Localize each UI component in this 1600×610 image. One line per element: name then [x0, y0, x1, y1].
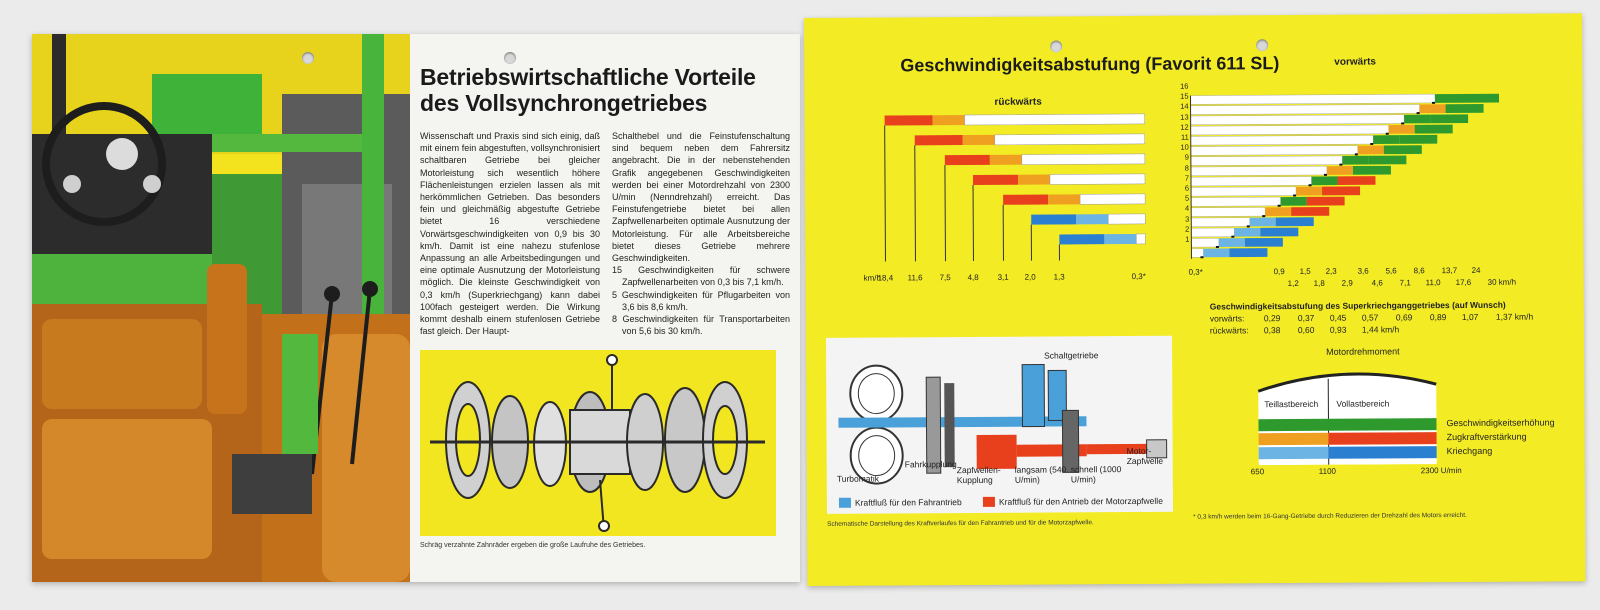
forward-gear-bar-segment	[1311, 176, 1337, 185]
forward-gear-bar-segment	[1384, 145, 1422, 154]
legend-drive-swatch	[839, 498, 851, 508]
footnote: * 0,3 km/h werden beim 16-Gang-Getriebe durch Reduzieren der Drehzahl des Motors erreicht.	[1193, 511, 1467, 521]
gear-number-label: 5	[1184, 193, 1190, 203]
reverse-tick: 1,3	[1053, 272, 1065, 282]
forward-tick: 13,7	[1441, 266, 1458, 276]
sc-forward-value: 0,89	[1429, 312, 1447, 323]
sc-reverse-value: 0,93	[1329, 324, 1347, 335]
label-langsam: langsam (540 U/min)	[1014, 464, 1067, 485]
legend-pto-label: Kraftfluß für den Antrieb der Motorzapfwelle	[998, 495, 1163, 507]
list-item: 15 Geschwindigkeiten für schwere Zapfwellenarbeiten von 0,3 bis 7,1 km/h.	[612, 265, 790, 288]
forward-gear-bar-segment	[1191, 197, 1281, 206]
reverse-tick: 11,6	[907, 273, 923, 283]
forward-gear-bar-segment	[1307, 197, 1345, 206]
forward-tick: 1,8	[1313, 278, 1325, 288]
forward-gear-bar-segment	[1399, 135, 1437, 144]
sc-forward-value: 0,45	[1329, 312, 1347, 323]
forward-gear-bar-segment	[1337, 176, 1375, 185]
gear-number-label: 10	[1180, 142, 1189, 152]
forward-gear-bar-segment	[1281, 197, 1307, 206]
torque-legend-item: Zugkraftverstärkung	[1446, 431, 1527, 443]
forward-tick: 30 km/h	[1487, 277, 1517, 287]
forward-tick: 3,6	[1357, 266, 1369, 276]
gear-number-label: 16	[1180, 81, 1189, 91]
forward-gear-bar-segment	[1191, 218, 1250, 227]
sc-forward-value: 0,29	[1263, 313, 1281, 324]
text-column-1: Wissenschaft und Praxis sind sich einig, daß mit einem fein abgestuften, vollsynchronisiert schaltbaren Getriebe bei gleicher Motorleistung sich wesentlich höhere Flächenleistungen erzielen lassen als mit herkömmlichen Getrieben. Das besonders fein und gleichmäßig abgestufte Getriebe bietet 16 verschiedene Vorwärtsgeschwindigkeiten von 0,9 bis 30 km/h. Damit ist eine nahezu stufenlose Anpassung an alle Arbeitsbedingungen und eine optimale Ausnutzung der Motorleistung möglich. Die kleinste Geschwindigkeit von 0,3 km/h (Superkriechgang) kann dabei 100fach gesteigert werden. Die Wirkung kommt deshalb einem stufenlosen Getriebe fast gleich. Der Haupt-	[420, 131, 600, 337]
forward-gear-bar-segment	[1191, 104, 1420, 114]
forward-gear-bar-segment	[1265, 207, 1291, 216]
punch-hole	[1256, 39, 1268, 51]
gear-number-label: 4	[1184, 204, 1190, 214]
gear-caption: Schräg verzahnte Zahnräder ergeben die große Laufruhe des Getriebes.	[420, 542, 646, 549]
forward-gear-bar-segment	[1435, 94, 1461, 103]
reverse-label: rückwärts	[994, 96, 1042, 108]
forward-gear-bar-segment	[1389, 125, 1415, 134]
chart-title: Geschwindigkeitsabstufung (Favorit 611 SL)	[900, 53, 1280, 76]
forward-gear-bar-segment	[1342, 156, 1368, 165]
title-line-2: des Vollsynchrongetriebes	[420, 90, 708, 116]
sc-forward-value: 1,37 km/h	[1495, 311, 1534, 322]
forward-gear-bar-segment	[1191, 187, 1296, 196]
torque-partload-label: Teillastbereich	[1264, 398, 1319, 410]
forward-gear-bar-segment	[1368, 156, 1406, 165]
reverse-gear-bar	[1059, 234, 1145, 261]
label-turbomatik: Turbomatik	[836, 473, 880, 484]
forward-gear-bar-segment	[1461, 94, 1499, 103]
sc-forward-value: 1,07	[1461, 311, 1479, 322]
label-fahrkupplung: Fahrkupplung	[904, 459, 957, 470]
forward-gear-bar-segment	[1250, 218, 1276, 227]
gear-number-label: 11	[1180, 132, 1189, 142]
page-title	[420, 64, 790, 116]
torque-legend-item: Kriechgang	[1446, 445, 1493, 457]
forward-gear-bar-segment	[1229, 248, 1267, 257]
gear-number-label: 3	[1185, 214, 1190, 224]
forward-tick: 5,6	[1385, 266, 1397, 276]
forward-gear-bar-segment	[1191, 135, 1374, 145]
label-schaltgetriebe: Schaltgetriebe	[1044, 350, 1099, 361]
gear-number-label: 1	[1185, 234, 1190, 244]
text-column-2	[612, 130, 790, 337]
forward-tick: 8,6	[1413, 266, 1425, 276]
forward-tick: 24	[1471, 265, 1481, 275]
forward-tick: 1,2	[1287, 278, 1299, 289]
forward-gear-bar-segment	[1420, 104, 1446, 113]
forward-gear-bar-segment	[1191, 166, 1327, 176]
forward-tick: 1,5	[1299, 266, 1311, 276]
schematic-caption: Schematische Darstellung des Kraftverlaufes für den Fahrantrieb und für die Motorzapfwelle.	[827, 519, 1094, 528]
reverse-tick: 4,8	[967, 272, 979, 283]
sc-forward-label: vorwärts:	[1209, 313, 1245, 324]
sc-reverse-value: 1,44 km/h	[1361, 324, 1400, 335]
forward-gear-bar-segment	[1234, 228, 1260, 237]
torque-title: Motordrehmoment	[1326, 346, 1400, 357]
torque-axis-tick: 650	[1250, 467, 1265, 477]
tractor-cab-photo	[32, 34, 410, 582]
forward-gear-bar-segment	[1353, 166, 1391, 175]
forward-gear-bar-segment	[1291, 207, 1329, 216]
list-item: 5 Geschwindigkeiten für Pflugarbeiten von 3,6 bis 8,6 km/h.	[612, 289, 790, 312]
punch-hole	[504, 52, 516, 64]
forward-tick: 0,3*	[1188, 267, 1203, 277]
kmh-unit-label: km/h	[863, 273, 881, 283]
forward-gear-bar-segment	[1415, 125, 1453, 134]
gear-number-label: 6	[1184, 183, 1190, 193]
sc-forward-value: 0,57	[1361, 312, 1379, 323]
forward-gear-bar-segment	[1191, 207, 1265, 216]
forward-gear-bar-segment	[1245, 238, 1283, 247]
gear-number-label: 12	[1180, 122, 1189, 132]
label-motor-zapfwelle: Motor-Zapfwelle	[1126, 445, 1164, 467]
gear-number-label: 7	[1184, 173, 1190, 183]
forward-gear-bar-segment	[1322, 186, 1360, 195]
forward-gear-bar-segment	[1260, 228, 1298, 237]
reverse-gear-bar	[1003, 194, 1145, 261]
forward-gear-bar-segment	[1191, 228, 1234, 237]
forward-gear-bar-segment	[1191, 249, 1203, 258]
left-page	[32, 34, 800, 582]
gear-number-label: 2	[1185, 224, 1190, 234]
punch-hole	[302, 52, 314, 64]
forward-gear-bar-segment	[1219, 238, 1245, 247]
sc-reverse-value: 0,60	[1297, 324, 1315, 335]
gear-number-label: 8	[1184, 163, 1189, 173]
forward-gear-bar-segment	[1430, 114, 1468, 123]
legend-drive-label: Kraftfluß für den Fahrantrieb	[854, 497, 962, 508]
sc-forward-value: 0,69	[1395, 312, 1413, 323]
forward-gear-bar-segment	[1191, 115, 1405, 125]
forward-gear-bar-segment	[1358, 145, 1384, 154]
torque-axis-tick: 2300 U/min	[1420, 465, 1462, 476]
gear-number-label: 14	[1180, 102, 1189, 112]
label-schnell: schnell (1000 U/min)	[1070, 464, 1122, 485]
superkriechgang-title: Geschwindigkeitsabstufung des Superkriechganggetriebes (auf Wunsch)	[1209, 299, 1506, 312]
forward-bars	[1190, 94, 1499, 259]
label-zapfwellen-kupplung: Zapfwellen-Kupplung	[956, 464, 1001, 486]
sc-reverse-value: 0,38	[1263, 325, 1281, 336]
torque-diagram	[1256, 364, 1447, 465]
forward-gear-bar-segment	[1203, 248, 1229, 257]
reverse-tick: 18,4	[877, 273, 894, 283]
reverse-gear-bar	[945, 154, 1146, 261]
torque-fullload-label: Vollastbereich	[1336, 398, 1390, 409]
sc-reverse-label: rückwärts:	[1209, 325, 1249, 336]
forward-gear-bar-segment	[1191, 238, 1219, 247]
right-page	[804, 13, 1585, 586]
forward-gear-bar-segment	[1191, 125, 1389, 135]
gear-number-label: 15	[1180, 91, 1189, 101]
punch-hole	[1050, 40, 1062, 52]
reverse-tick: 3,1	[997, 272, 1009, 282]
forward-gear-bar-segment	[1191, 177, 1312, 186]
reverse-tick: 0,3*	[1131, 271, 1146, 282]
forward-gear-bar-segment	[1373, 135, 1399, 144]
reverse-tick: 7,5	[939, 273, 951, 283]
forward-label: vorwärts	[1334, 56, 1377, 68]
forward-gear-bar-segment	[1327, 166, 1353, 175]
forward-gear-bar-segment	[1296, 187, 1322, 196]
forward-gear-bar-segment	[1446, 104, 1484, 113]
forward-tick: 11,0	[1425, 278, 1441, 288]
forward-tick: 17,6	[1455, 277, 1472, 288]
title-line-1: Betriebswirtschaftliche Vorteile	[420, 64, 756, 90]
torque-axis-tick: 1100	[1318, 466, 1337, 476]
speed-chart	[844, 69, 1545, 293]
reverse-tick: 2,0	[1024, 272, 1036, 282]
torque-legend-item: Geschwindigkeitserhöhung	[1446, 417, 1555, 429]
gear-number-label: 13	[1180, 112, 1189, 122]
forward-tick: 2,3	[1325, 266, 1337, 276]
forward-gear-bar-segment	[1404, 115, 1430, 124]
forward-tick: 0,9	[1273, 267, 1285, 277]
forward-tick: 4,6	[1371, 278, 1383, 288]
forward-tick: 2,9	[1341, 278, 1353, 288]
forward-gear-bar-segment	[1190, 94, 1435, 104]
forward-gear-bar-segment	[1191, 146, 1358, 156]
list-item: 8 Geschwindigkeiten für Transportarbeiten von 5,6 bis 30 km/h.	[612, 314, 790, 337]
forward-gear-bar-segment	[1276, 217, 1314, 226]
forward-tick: 7,1	[1399, 278, 1411, 288]
sc-forward-value: 0,37	[1297, 312, 1315, 323]
drivetrain-schematic	[826, 336, 1173, 514]
reverse-bars	[885, 114, 1146, 262]
forward-gear-bar-segment	[1191, 156, 1343, 166]
gear-illustration	[420, 350, 776, 536]
gear-number-label: 9	[1184, 153, 1189, 163]
column-2-paragraph: Schalthebel und die Feinstufenschaltung sind bequem neben dem Fahrersitz angebracht. Die in der nebenstehenden Grafik angegebenen Geschwindigkeiten werden bei einer Motordrehzahl von 2300 U/min (Nenndrehzahl) erreicht. Das Feinstufengetriebe bietet bei allen Zapfwellenarbeiten optimale Ausnutzung der Motorleistung. Für alle Arbeitsbereiche bietet dieses Getriebe mehrere Geschwindigkeiten.	[612, 131, 790, 264]
legend-pto-swatch	[983, 497, 995, 507]
gear-number-column	[1172, 82, 1189, 245]
